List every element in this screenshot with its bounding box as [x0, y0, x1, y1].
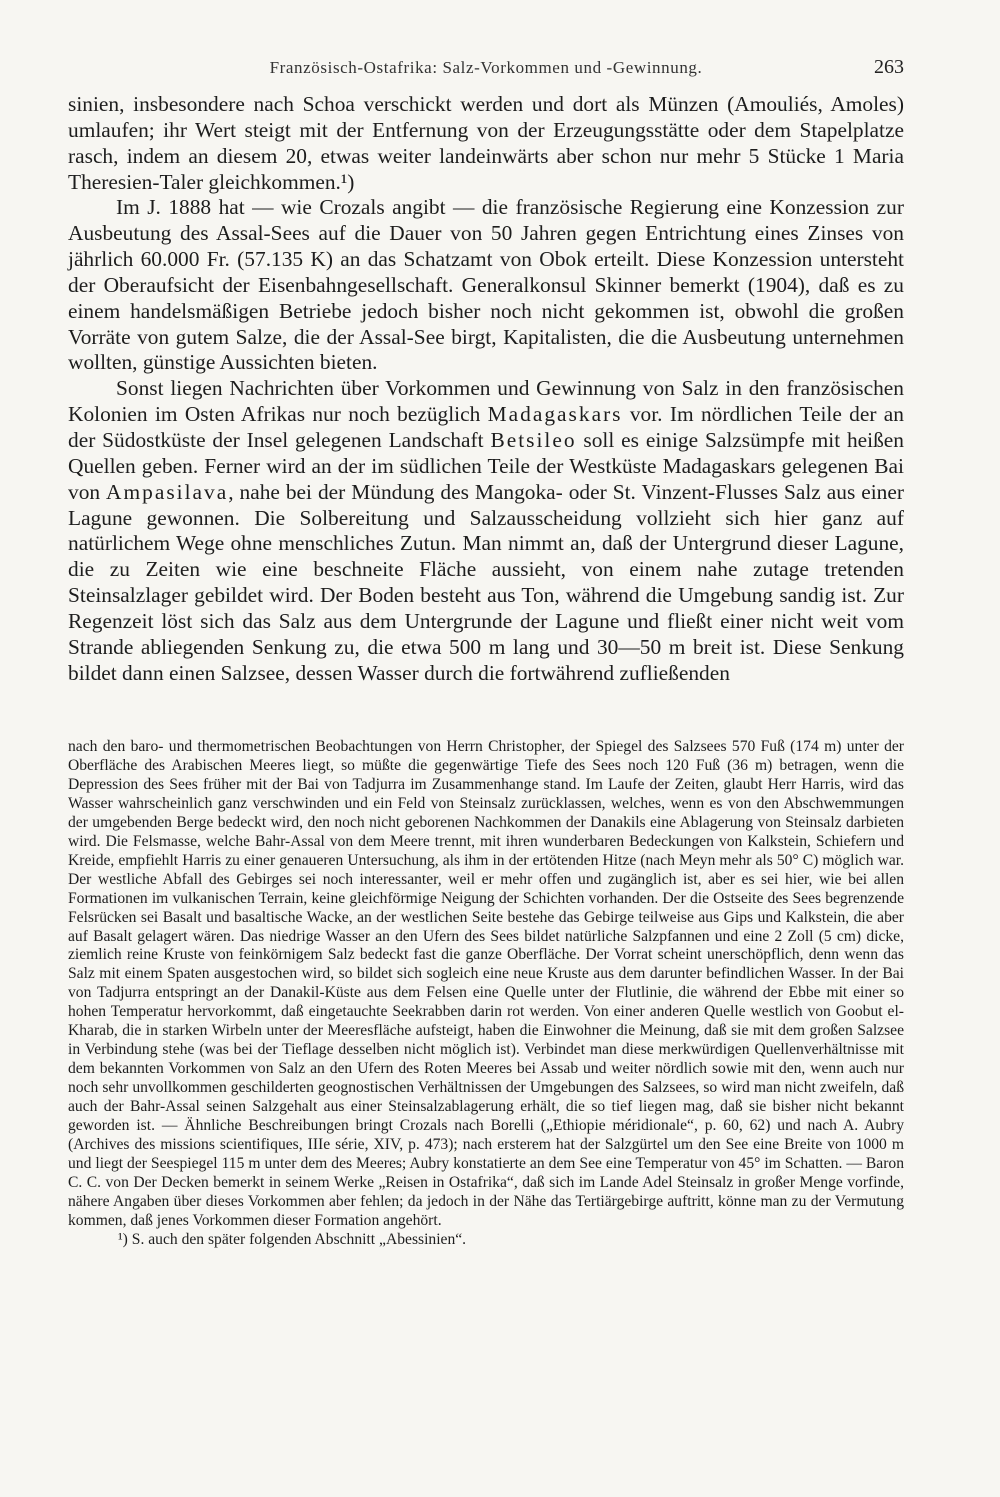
paragraph-text: vor. Im nördlichen Teile der an der Südostküste der Insel gelegenen Landschaft: [68, 402, 904, 452]
paragraph-text: , nahe bei der Mündung des Mangoka- oder St. Vinzent-Flusses Salz aus einer Lagune gewonnen. Die Solbereitung und Salzausscheidung vollzieht sich hier ganz auf natürlichem Wege ohne menschliches Zutun. Man nimmt an, daß der Untergrund dieser Lagune, die zu Zeiten wie eine beschneite Fläche aussieht, von einem nahe zutage tretenden Steinsalzlager gebildet wird. Der Boden besteht aus Ton, während die Umgebung sandig ist. Zur Regenzeit löst sich das Salz aus dem Untergrunde der Lagune und fließt einer nicht weit vom Strande abliegenden Senkung zu, die etwa 500 m lang und 30—50 m breit ist. Diese Senkung bildet dann einen Salzsee, dessen Wasser durch die fortwährend zufließenden: [68, 479, 904, 685]
spaced-term-ampasilava: Ampasilava: [106, 479, 229, 504]
footnotes: [68, 738, 904, 1250]
page-number: 263: [874, 56, 904, 78]
running-title: Französisch-Ostafrika: Salz-Vorkommen und -Gewinnung.: [269, 58, 703, 77]
paragraph-text: soll es einige Salzsümpfe mit heißen Quellen geben. Ferner wird an der im südlichen Teile der Westküste Madagaskars gelegenen Bai von: [68, 427, 905, 504]
spaced-term-madagaskars: Madagaskars: [487, 402, 623, 427]
main-text: [68, 92, 904, 686]
spaced-term-betsileo: Betsileo: [490, 427, 577, 452]
page-header: [68, 58, 904, 82]
footnote-1: ¹) S. auch den später folgenden Abschnitt „Abessinien“.: [118, 1230, 467, 1248]
footnote-continued: nach den baro- und thermometrischen Beobachtungen von Herrn Christopher, der Spiegel des Salzsees 570 Fuß (174 m) unter der Oberfläche des Arabischen Meeres liegt, so müßte die gegenwärtige Tiefe des Sees noch 120 Fuß (36 m) betragen, wenn die Depression des Sees früher mit der Bai von Tadjurra im Zusammenhange stand. Im Laufe der Zeiten, glaubt Herr Harris, wird das Wasser wahrscheinlich ganz verschwinden und ein Feld von Steinsalz zurücklassen, welches, wenn es von den Abschwemmungen der umgebenden Berge bedeckt wird, den noch nicht geborenen Nachkommen der Danakils eine Ablagerung von Steinsalz darbieten wird. Die Felsmasse, welche Bahr-Assal von dem Meere trennt, mit ihren wunderbaren Bedeckungen von Kalkstein, Schiefern und Kreide, empfiehlt Harris zu einer genaueren Untersuchung, als ihm in der ertötenden Hitze (nach Meyn mehr als 50° C) möglich war. Der westliche Abfall des Gebirges sei noch interessanter, weil er mehr offen und zugänglich ist, aber es sei hier, wie bei allen Formationen im vulkanischen Terrain, keine gleichförmige Neigung der Schichten vorhanden. Der die Ostseite des Sees begrenzende Felsrücken sei Basalt und basaltische Wacke, an der westlichen Seite bestehe das Gebirge teilweise aus Gips und Kalkstein, die aber auf Basalt gelagert wären. Das niedrige Wasser an den Ufern des Sees bildet natürliche Salzpfannen und eine 2 Zoll (5 cm) dicke, ziemlich reine Kruste von feinkörnigem Salz bedeckt fast die ganze Oberfläche. Der Vorrat scheint unerschöpflich, denn wenn das Salz mit einem Spaten ausgestochen wird, so bildet sich sogleich eine neue Kruste aus dem darunter befindlichen Wasser. In der Bai von Tadjurra entspringt an der Danakil-Küste aus dem Felsen eine Quelle unter der Flutlinie, die während der Ebbe mit einer so hohen Temperatur hervorkommt, daß eingetauchte Seekrabben darin rot werden. Von einer anderen Quelle westlich von Goobut el-Kharab, die in starken Wirbeln unter der Meeresfläche aufsteigt, haben die Einwohner die Meinung, daß sie mit dem großen Salzsee in Verbindung stehe (was bei der Tieflage desselben nicht möglich ist). Verbindet man diese merkwürdigen Quellenverhältnisse mit dem bekannten Vorkommen von Salz an den Ufern des Roten Meeres bei Assab und weiter nördlich sowie mit den, wenn auch nur noch sehr unvollkommen geschilderten geognostischen Verhältnissen der Umgebungen des Salzsees, so wird man nicht zweifeln, daß auch der Bahr-Assal seinen Salzgehalt aus einer Steinsalzablagerung erhält, die so tief liegen mag, daß sie bisher nicht bekannt geworden ist. — Ähnliche Beschreibungen bringt Crozals nach Borelli („Ethiopie méridionale“, p. 60, 62) und nach A. Aubry (Archives des missions scientifiques, IIIe série, XIV, p. 473); nach ersterem hat der Salzgürtel um den See eine Breite von 1000 m und liegt der Seespiegel 115 m unter dem des Meeres; Aubry konstatierte an dem See eine Temperatur von 45° im Schatten. — Baron C. C. von Der Decken bemerkt in seinem Werke „Reisen in Ostafrika“, daß sich im Lande Adel Steinsalz in großer Menge vorfinde, nähere Angaben über dieses Vorkommen aber fehlen; da jedoch in der Nähe das Tertiärgebirge auftritt, könne man zu der Vermutung kommen, daß jenes Vorkommen dieser Formation angehört.: [68, 738, 904, 1229]
paragraph-madagascar: [68, 376, 904, 686]
paragraph-text: Sonst liegen Nachrichten über Vorkommen und Gewinnung von Salz in den französischen Kolonien im Osten Afrikas nur noch bezüglich: [68, 376, 904, 427]
paragraph-concession: Im J. 1888 hat — wie Crozals angibt — die französische Regierung eine Konzession zur Ausbeutung des Assal-Sees auf die Dauer von 50 Jahren gegen Entrichtung eines Zinses von jährlich 60.000 Fr. (57.135 K) an das Schatzamt von Obok erteilt. Diese Konzession untersteht der Oberaufsicht der Eisenbahngesellschaft. Generalkonsul Skinner bemerkt (1904), daß es zu einem handelsmäßigen Betriebe jedoch bisher noch nicht gekommen ist, obwohl die großen Vorräte von gutem Salze, die der Assal-See birgt, Kapitalisten, die die Ausbeutung unternehmen wollten, günstige Aussichten bieten.: [68, 195, 904, 375]
paragraph-continuation: sinien, insbesondere nach Schoa verschickt werden und dort als Münzen (Amouliés, Amoles) umlaufen; ihr Wert steigt mit der Entfernung von der Erzeugungsstätte oder dem Stapelplatze rasch, indem an diesem 20, etwas weiter landeinwärts aber schon nur mehr 5 Stücke 1 Maria Theresien-Taler gleichkommen.¹): [68, 92, 904, 194]
